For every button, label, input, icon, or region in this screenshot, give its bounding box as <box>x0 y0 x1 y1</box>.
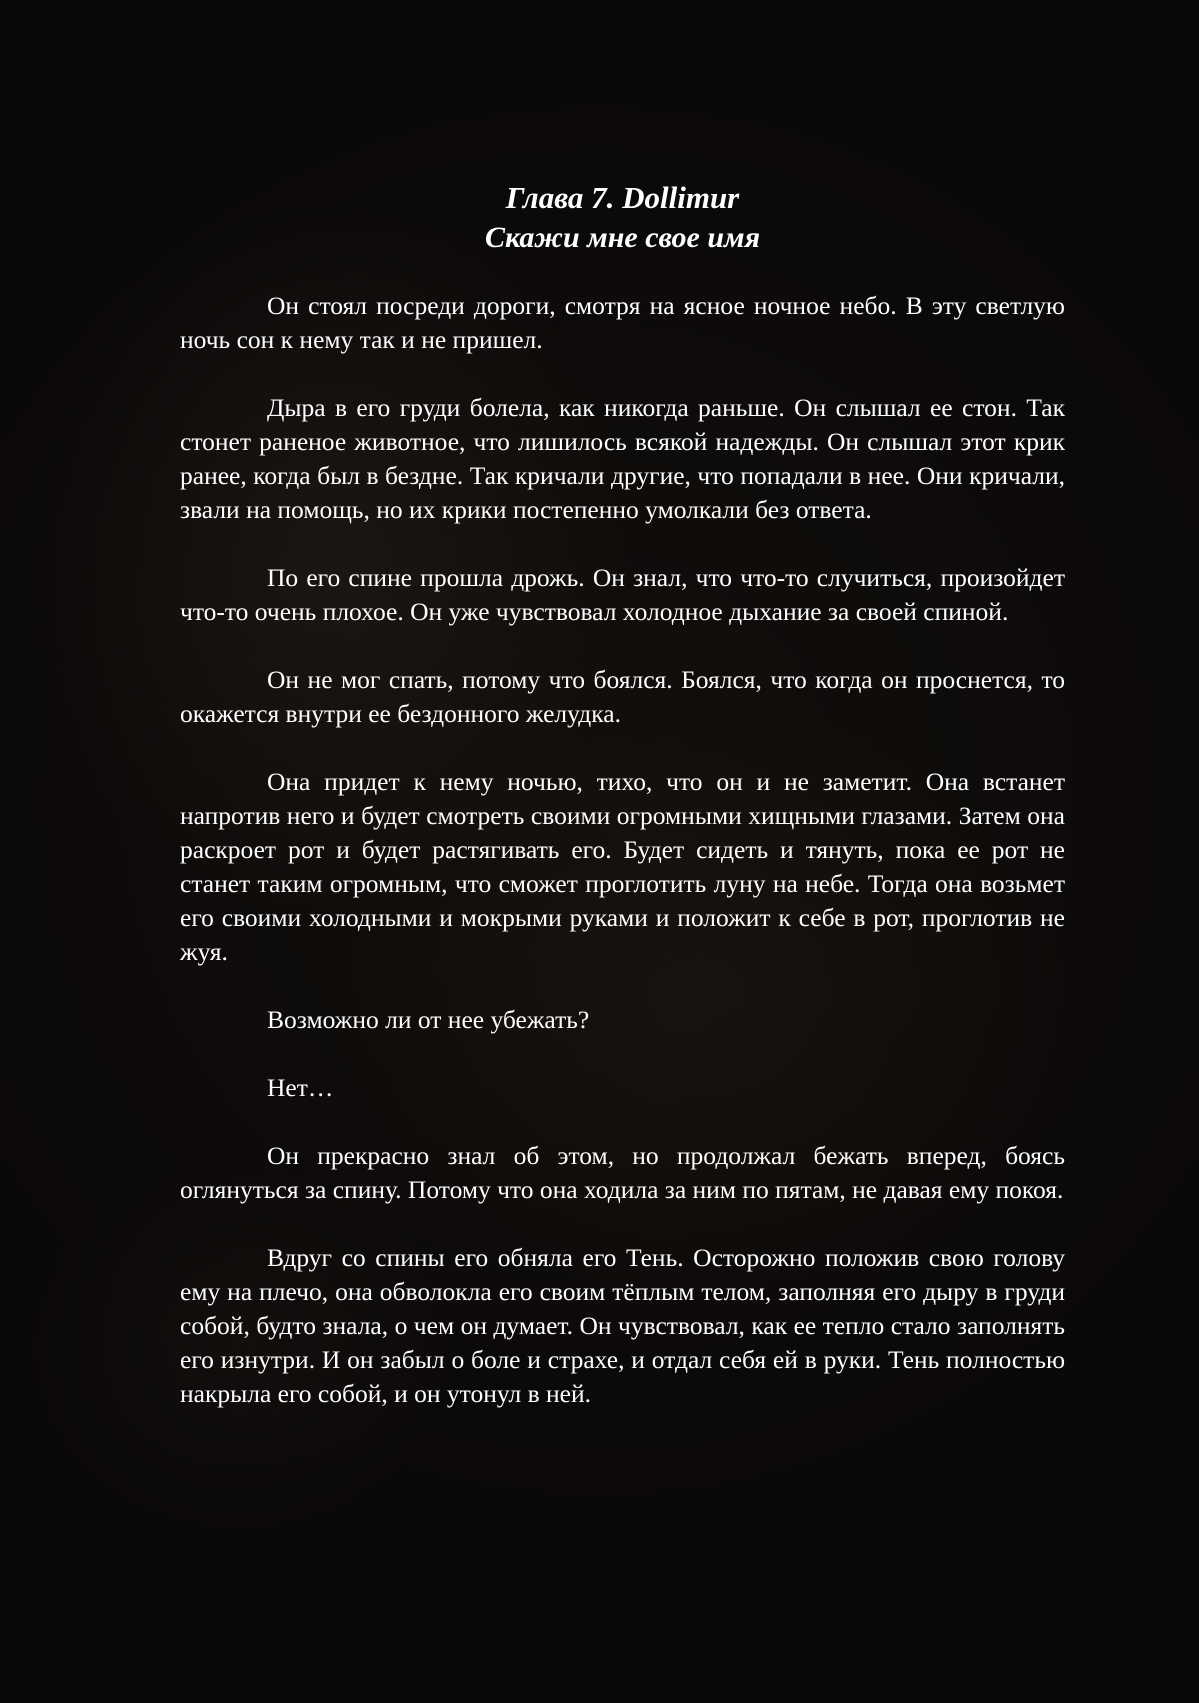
paragraph: Возможно ли от нее убежать? <box>267 1005 590 1034</box>
paragraph: Он прекрасно знал об этом, но продолжал бежать вперед, боясь оглянуться за спину. Потому что она ходила за ним по пятам, не давая ему покоя. <box>180 1141 1065 1204</box>
paragraph: По его спине прошла дрожь. Он знал, что что-то случиться, произойдет что-то очень плохое. Он уже чувствовал холодное дыхание за своей спиной. <box>180 563 1065 626</box>
chapter-title: Глава 7. Dollimur <box>505 180 740 215</box>
paragraph: Нет… <box>267 1073 334 1102</box>
paragraph: Она придет к нему ночью, тихо, что он и не заметит. Она встанет напротив него и будет смотреть своими огромными хищными глазами. Затем она раскроет рот и будет растягивать его. Будет сидеть и тянуть, пока ее рот не станет таким огромным, что сможет проглотить луну на небе. Тогда она возьмет его своими холодными и мокрыми руками и положит к себе в рот, проглотив не жуя. <box>180 767 1065 966</box>
paragraph: Вдруг со спины его обняла его Тень. Осторожно положив свою голову ему на плечо, она обволокла его своим тёплым телом, заполняя его дыру в груди собой, будто знала, о чем он думает. Он чувствовал, как ее тепло стало заполнять его изнутри. И он забыл о боле и страхе, и отдал себя ей в руки. Тень полностью накрыла его собой, и он утонул в ней. <box>180 1243 1065 1408</box>
paragraph: Он не мог спать, потому что боялся. Боялся, что когда он проснется, то окажется внутри ее бездонного желудка. <box>180 665 1065 728</box>
document-page <box>180 178 1065 1445</box>
paragraph: Он стоял посреди дороги, смотря на ясное ночное небо. В эту светлую ночь сон к нему так и не пришел. <box>180 291 1065 354</box>
paragraph: Дыра в его груди болела, как никогда раньше. Он слышал ее стон. Так стонет раненое животное, что лишилось всякой надежды. Он слышал этот крик ранее, когда был в бездне. Так кричали другие, что попадали в нее. Они кричали, звали на помощь, но их крики постепенно умолкали без ответа. <box>180 393 1065 524</box>
chapter-subtitle: Скажи мне свое имя <box>484 221 761 254</box>
